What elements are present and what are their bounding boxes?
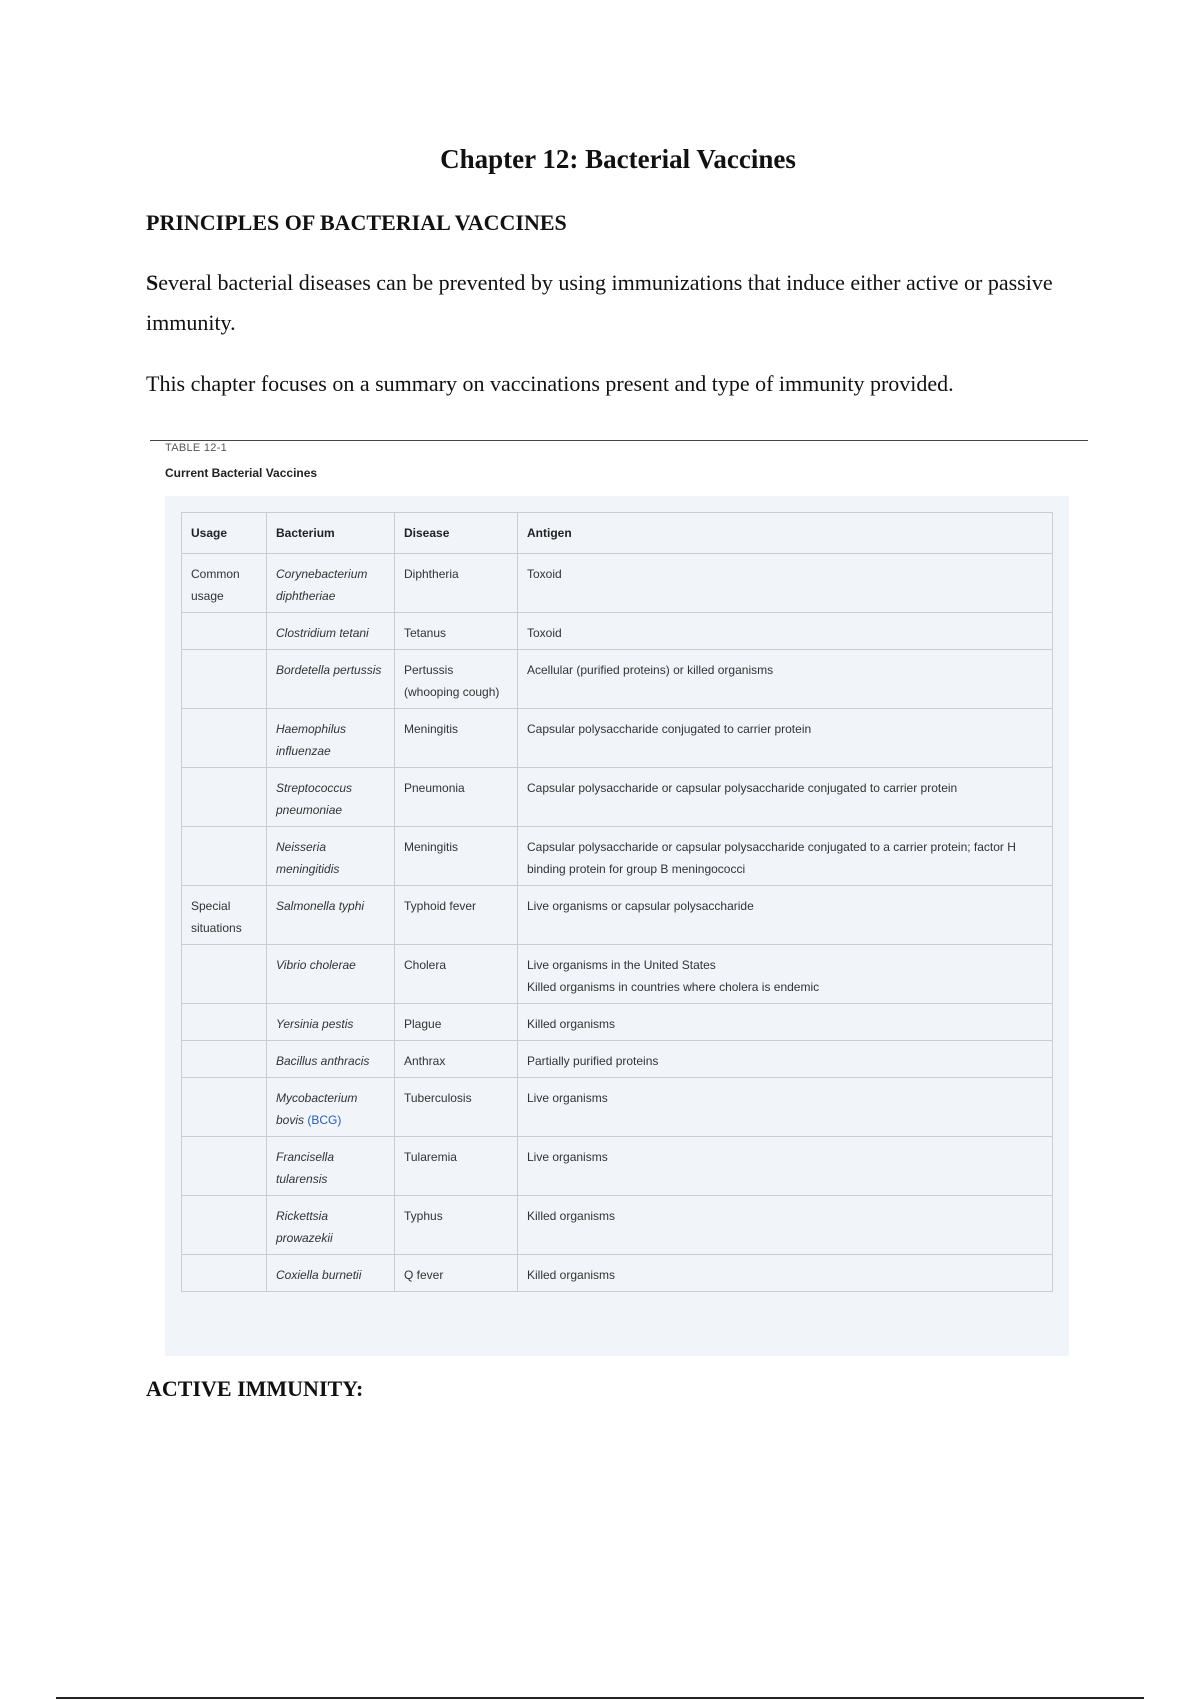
cell-bacterium (267, 768, 395, 827)
table-row (182, 886, 1053, 945)
table-row (182, 1078, 1053, 1137)
table-row (182, 827, 1053, 886)
table-row (182, 768, 1053, 827)
cell-antigen (518, 945, 1053, 1004)
table-row (182, 709, 1053, 768)
cell-disease: Meningitis (395, 827, 518, 886)
cell-antigen: Toxoid (518, 554, 1053, 613)
cell-bacterium (267, 554, 395, 613)
bacterium-name: Francisella tularensis (276, 1150, 335, 1186)
cell-disease: Typhoid fever (395, 886, 518, 945)
cell-antigen: Toxoid (518, 613, 1053, 650)
bacterium-name: Rickettsia prowazekii (276, 1209, 333, 1245)
cell-usage (182, 1255, 267, 1292)
bacterium-name: Neisseria meningitidis (276, 840, 340, 876)
table-row (182, 613, 1053, 650)
bcg-link[interactable]: (BCG) (307, 1113, 342, 1127)
cell-usage (182, 1041, 267, 1078)
footer-rule (56, 1697, 1144, 1699)
table-row (182, 1196, 1053, 1255)
bacterium-name: Clostridium tetani (276, 626, 369, 640)
table-label: TABLE 12-1 (165, 442, 228, 454)
cell-usage (182, 945, 267, 1004)
table-row (182, 1004, 1053, 1041)
cell-antigen: Killed organisms (518, 1196, 1053, 1255)
antigen-line: Live organisms in the United States (527, 958, 716, 972)
cell-bacterium (267, 613, 395, 650)
cell-disease: Typhus (395, 1196, 518, 1255)
table-row (182, 554, 1053, 613)
cell-usage (182, 1196, 267, 1255)
cell-usage (182, 709, 267, 768)
cell-antigen: Killed organisms (518, 1255, 1053, 1292)
cell-usage: Common usage (182, 554, 267, 613)
cell-antigen: Capsular polysaccharide or capsular polysaccharide conjugated to carrier protein (518, 768, 1053, 827)
bacterium-name: Corynebacterium diphtheriae (276, 567, 368, 603)
cell-bacterium (267, 1255, 395, 1292)
bacterium-name: Salmonella typhi (276, 899, 365, 913)
cell-antigen: Capsular polysaccharide conjugated to carrier protein (518, 709, 1053, 768)
cell-bacterium (267, 945, 395, 1004)
cell-bacterium (267, 1196, 395, 1255)
cell-disease: Diphtheria (395, 554, 518, 613)
cell-antigen: Live organisms (518, 1137, 1053, 1196)
cell-disease: Tuberculosis (395, 1078, 518, 1137)
cell-bacterium (267, 650, 395, 709)
cell-disease: Q fever (395, 1255, 518, 1292)
cell-bacterium (267, 886, 395, 945)
cell-disease: Meningitis (395, 709, 518, 768)
bacterium-name: Haemophilus influenzae (276, 722, 347, 758)
cell-usage (182, 1137, 267, 1196)
cell-disease: Tetanus (395, 613, 518, 650)
bacterium-name: Coxiella burnetii (276, 1268, 362, 1282)
active-immunity-heading: ACTIVE IMMUNITY: (146, 1376, 364, 1401)
vaccines-table (181, 512, 1053, 1292)
cell-usage (182, 827, 267, 886)
page-title: Chapter 12: Bacterial Vaccines (440, 144, 796, 174)
cell-usage: Special situations (182, 886, 267, 945)
bacterium-name: Mycobacterium bovis (276, 1091, 358, 1127)
table-header-row (182, 513, 1053, 554)
table-row (182, 1137, 1053, 1196)
table-panel (165, 496, 1069, 1356)
intro-paragraph (146, 263, 1096, 343)
cell-disease: Cholera (395, 945, 518, 1004)
cell-disease: Pneumonia (395, 768, 518, 827)
cell-usage (182, 613, 267, 650)
cell-usage (182, 1078, 267, 1137)
focus-paragraph: This chapter focuses on a summary on vaccinations present and type of immunity provided. (146, 371, 954, 396)
table-row (182, 650, 1053, 709)
cell-bacterium (267, 1041, 395, 1078)
cell-antigen: Live organisms (518, 1078, 1053, 1137)
cell-bacterium (267, 1137, 395, 1196)
table-top-rule (150, 440, 1088, 441)
header-antigen: Antigen (518, 513, 1053, 554)
cell-disease: Plague (395, 1004, 518, 1041)
bacterium-name: Yersinia pestis (276, 1017, 354, 1031)
bacterium-name: Bacillus anthracis (276, 1054, 370, 1068)
cell-disease: Pertussis (whooping cough) (395, 650, 518, 709)
drop-letter: S (146, 270, 159, 295)
cell-usage (182, 768, 267, 827)
cell-antigen: Capsular polysaccharide or capsular polysaccharide conjugated to a carrier protein; factor H binding protein for group B meningococci (518, 827, 1053, 886)
cell-bacterium (267, 1004, 395, 1041)
bacterium-name: Vibrio cholerae (276, 958, 356, 972)
cell-antigen: Partially purified proteins (518, 1041, 1053, 1078)
cell-antigen: Acellular (purified proteins) or killed organisms (518, 650, 1053, 709)
table-row (182, 1255, 1053, 1292)
cell-bacterium (267, 709, 395, 768)
cell-disease: Anthrax (395, 1041, 518, 1078)
cell-bacterium (267, 827, 395, 886)
table-body (182, 554, 1053, 1292)
cell-antigen: Live organisms or capsular polysaccharide (518, 886, 1053, 945)
header-usage: Usage (182, 513, 267, 554)
table-caption: Current Bacterial Vaccines (165, 466, 318, 480)
bacterium-name: Bordetella pertussis (276, 663, 382, 677)
header-disease: Disease (395, 513, 518, 554)
header-bacterium: Bacterium (267, 513, 395, 554)
antigen-line: Killed organisms in countries where cholera is endemic (527, 980, 820, 994)
section-heading: PRINCIPLES OF BACTERIAL VACCINES (146, 210, 567, 235)
table-row (182, 1041, 1053, 1078)
bacterium-name: Streptococcus pneumoniae (276, 781, 353, 817)
table-row (182, 945, 1053, 1004)
cell-bacterium (267, 1078, 395, 1137)
cell-usage (182, 650, 267, 709)
cell-usage (182, 1004, 267, 1041)
cell-disease: Tularemia (395, 1137, 518, 1196)
cell-antigen: Killed organisms (518, 1004, 1053, 1041)
intro-paragraph-text: everal bacterial diseases can be prevented by using immunizations that induce either active or passive immunity. (146, 270, 1053, 335)
